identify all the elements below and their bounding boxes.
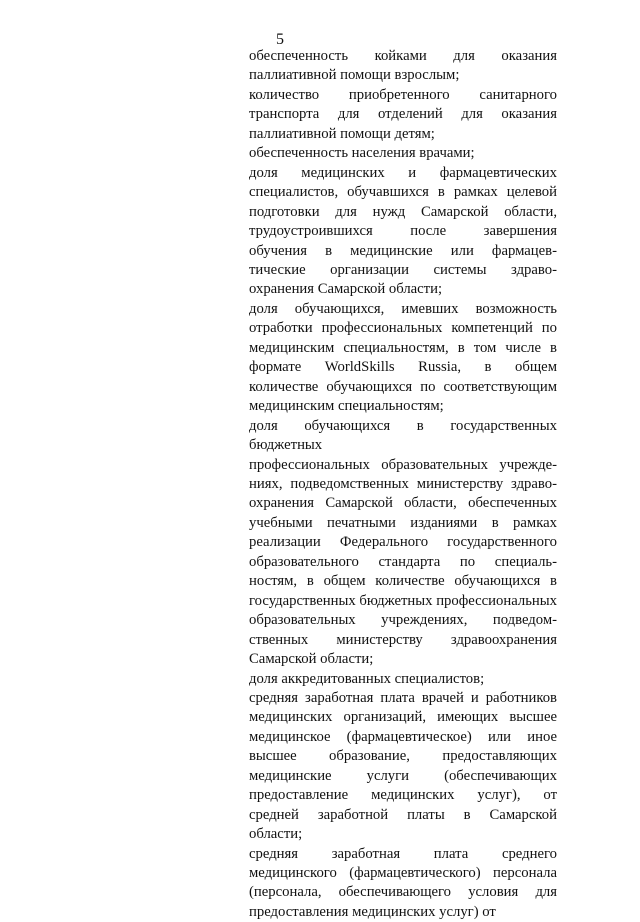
list-item [249,300,557,417]
list-item [249,670,557,689]
text-line: медицинского (фармацевтического) персонала [249,865,557,882]
text-line: образовательного стандарта по специаль- [249,553,557,570]
text-line: учебными печатными изданиями в рамках [249,514,557,531]
text-line: отработки профессиональных компетенций по [249,320,557,337]
text-line: средней заработной платы в Самарской [249,806,557,823]
text-line: ственных министерству здравоохранения [249,631,557,648]
list-item [249,417,557,670]
text-line: области; [249,826,303,843]
text-line: медицинские услуги (обеспечивающих [249,767,557,784]
text-line: образовательных учреждениях, подведом- [249,612,557,629]
text-line: доля обучающихся в государственных бюджетных [249,417,557,454]
text-line: доля обучающихся, имевших возможность [249,300,557,317]
text-line: транспорта для отделений для оказания [249,106,557,123]
text-line: медицинским специальностям, в том числе в [249,339,557,356]
text-line: специалистов, обучавшихся в рамках целевой [249,184,557,201]
page-number: 5 [276,31,284,48]
text-line: обучения в медицинские или фармацев- [249,242,557,259]
list-item [249,845,557,922]
text-line: государственных бюджетных профессиональных [249,592,557,609]
text-line: предоставления медицинских услуг) от [249,903,496,920]
text-line: средняя заработная плата среднего [249,845,557,862]
text-line: медицинским специальностям; [249,398,444,415]
text-line: паллиативной помощи взрослым; [249,67,460,84]
text-line: предоставление медицинских услуг), от [249,787,557,804]
text-line: количестве обучающихся по соответствующим [249,378,557,395]
text-line: охранения Самарской области; [249,281,443,298]
text-line: реализации Федерального государственного [249,534,557,551]
text-line: трудоустроившихся после завершения [249,223,557,240]
text-line: средняя заработная плата врачей и работников [249,689,557,706]
list-item [249,47,557,86]
text-line: ностям, в общем количестве обучающихся в [249,573,557,590]
list-item [249,86,557,144]
list-item [249,164,557,300]
text-line: высшее образование, предоставляющих [249,748,557,765]
text-line: Самарской области; [249,651,374,668]
text-line: доля медицинских и фармацевтических [249,164,557,181]
text-line: количество приобретенного санитарного [249,86,557,103]
list-item [249,689,557,845]
text-line: тические организации системы здраво- [249,261,557,278]
text-line: (персонала, обеспечивающего условия для [249,884,557,901]
text-line: профессиональных образовательных учрежде- [249,456,557,473]
list-item [249,144,557,163]
text-line: медицинское (фармацевтическое) или иное [249,728,557,745]
text-line: формате WorldSkills Russia, в общем [249,359,557,376]
text-line: обеспеченность койками для оказания [249,48,557,64]
text-line: доля аккредитованных специалистов; [249,670,485,687]
text-line: медицинских организаций, имеющих высшее [249,709,557,726]
indicator-list [249,47,557,922]
text-line: паллиативной помощи детям; [249,125,435,142]
text-line: охранения Самарской области, обеспеченных [249,495,557,512]
text-line: обеспеченность населения врачами; [249,145,475,162]
text-line: подготовки для нужд Самарской области, [249,203,557,220]
text-line: ниях, подведомственных министерству здраво- [249,475,557,492]
